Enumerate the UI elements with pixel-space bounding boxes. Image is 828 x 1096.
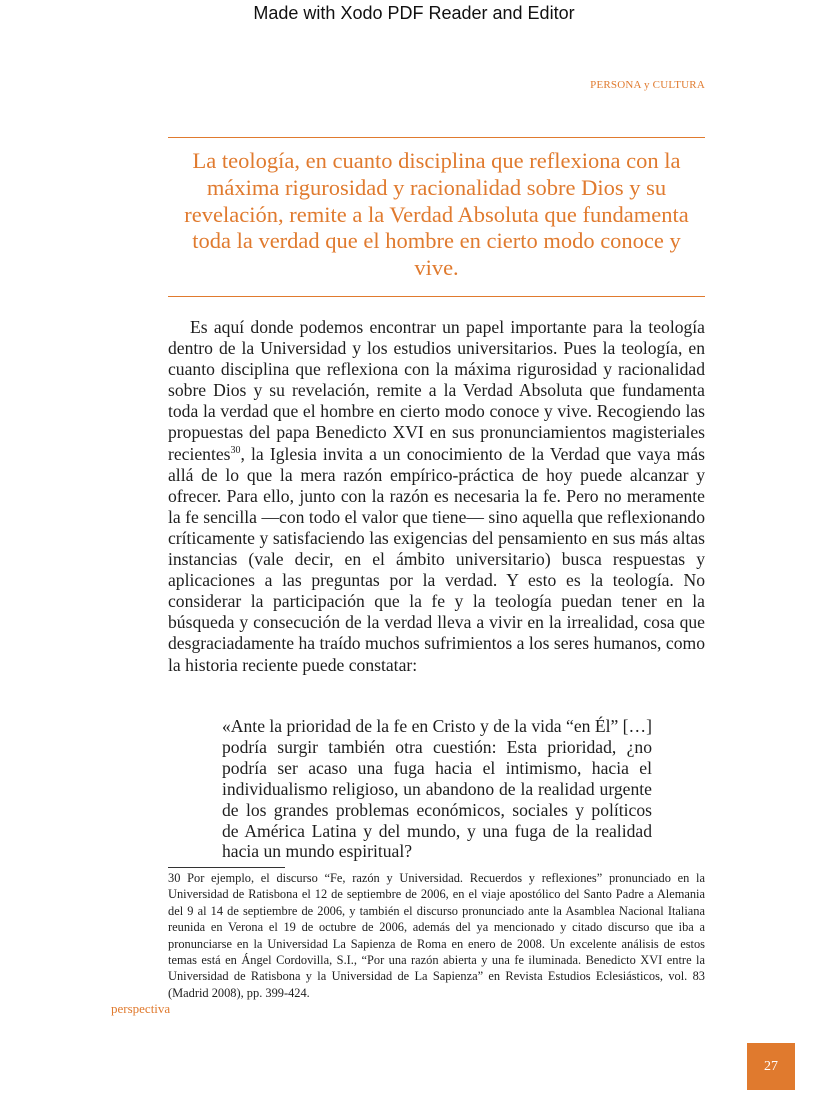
body-paragraph <box>168 317 705 676</box>
watermark-banner: Made with Xodo PDF Reader and Editor <box>253 3 575 23</box>
page-number-badge <box>747 1043 795 1090</box>
pull-quote-bottom-rule <box>168 296 705 297</box>
page-number: 27 <box>764 1058 778 1074</box>
body-text-part-2: , la Iglesia invita a un conocimiento de la Verdad que vaya más allá de lo que la mera razón empírico-práctica de hoy puede alcanzar y ofrecer. Para ello, junto con la razón es necesaria la fe. Pero no meramente la fe sencilla —con todo el valor que tiene— sino aquella que reflexionando críticamente y satisfaciendo las exigencias del pensamiento en sus más altas instancias (vale decir, en el ámbito universitario) busca respuestas y aplicaciones a las preguntas por la verdad. Y esto es la teología. No considerar la participación que la fe y la teología puedan tener en la búsqueda y consecución de la verdad lleva a vivir en la irrealidad, cosa que desgraciadamente ha traído muchos sufrimientos a los seres humanos, como la historia reciente puede constatar: <box>168 443 705 675</box>
pull-quote-top-rule <box>168 137 705 138</box>
footnote-reference[interactable]: 30 <box>230 444 241 456</box>
body-text-part-1: Es aquí donde podemos encontrar un papel importante para la teología dentro de la Universidad y los estudios universitarios. Pues la teología, en cuanto disciplina que reflexiona con la máxima rigurosidad y racionalidad sobre Dios y su revelación, remite a la Verdad Absoluta que fundamenta toda la verdad que el hombre en cierto modo conoce y vive. Recogiendo las propuestas del papa Benedicto XVI en sus pronunciamientos magisteriales recientes <box>168 317 705 464</box>
running-head: PERSONA y CULTURA <box>590 79 705 91</box>
footnote-separator <box>168 867 285 868</box>
block-quote: «Ante la prioridad de la fe en Cristo y de la vida “en Él” […] podría surgir también otra cuestión: Esta prioridad, ¿no podría ser acaso una fuga hacia el intimismo, hacia el individualismo religioso, un abandono de la realidad urgente de los grandes problemas económicos, sociales y políticos de América Latina y del mundo, y una fuga de la realidad hacia un mundo espiritual? <box>222 716 652 862</box>
footnote-30: 30 Por ejemplo, el discurso “Fe, razón y Universidad. Recuerdos y reflexiones” pronunciado en la Universidad de Ratisbona el 12 de septiembre de 2006, en el viaje apostólico del Santo Padre a Alemania del 9 al 14 de septiembre de 2006, y también el discurso pronunciado ante la Asamblea Nacional Italiana reunida en Verona el 19 de octubre de 2006, además del ya mencionado y citado discurso que iba a pronunciarse en la Universidad La Sapienza de Roma en enero de 2008. Un excelente análisis de estos temas está en Ángel Cordovilla, S.I., “Por una razón abierta y una fe iluminada. Benedicto XVI entre la Universidad de Ratisbona y la Universidad de La Sapienza” en Revista Estudios Eclesiásticos, vol. 83 (Madrid 2008), pp. 399-424. <box>168 871 705 1000</box>
footer-section-label: perspectiva <box>111 1001 171 1016</box>
pull-quote: La teología, en cuanto disciplina que reflexiona con la máxima rigurosidad y racionalidad sobre Dios y su revelación, remite a la Verdad Absoluta que fundamenta toda la verdad que el hombre en cierto modo conoce y vive. <box>184 148 689 281</box>
